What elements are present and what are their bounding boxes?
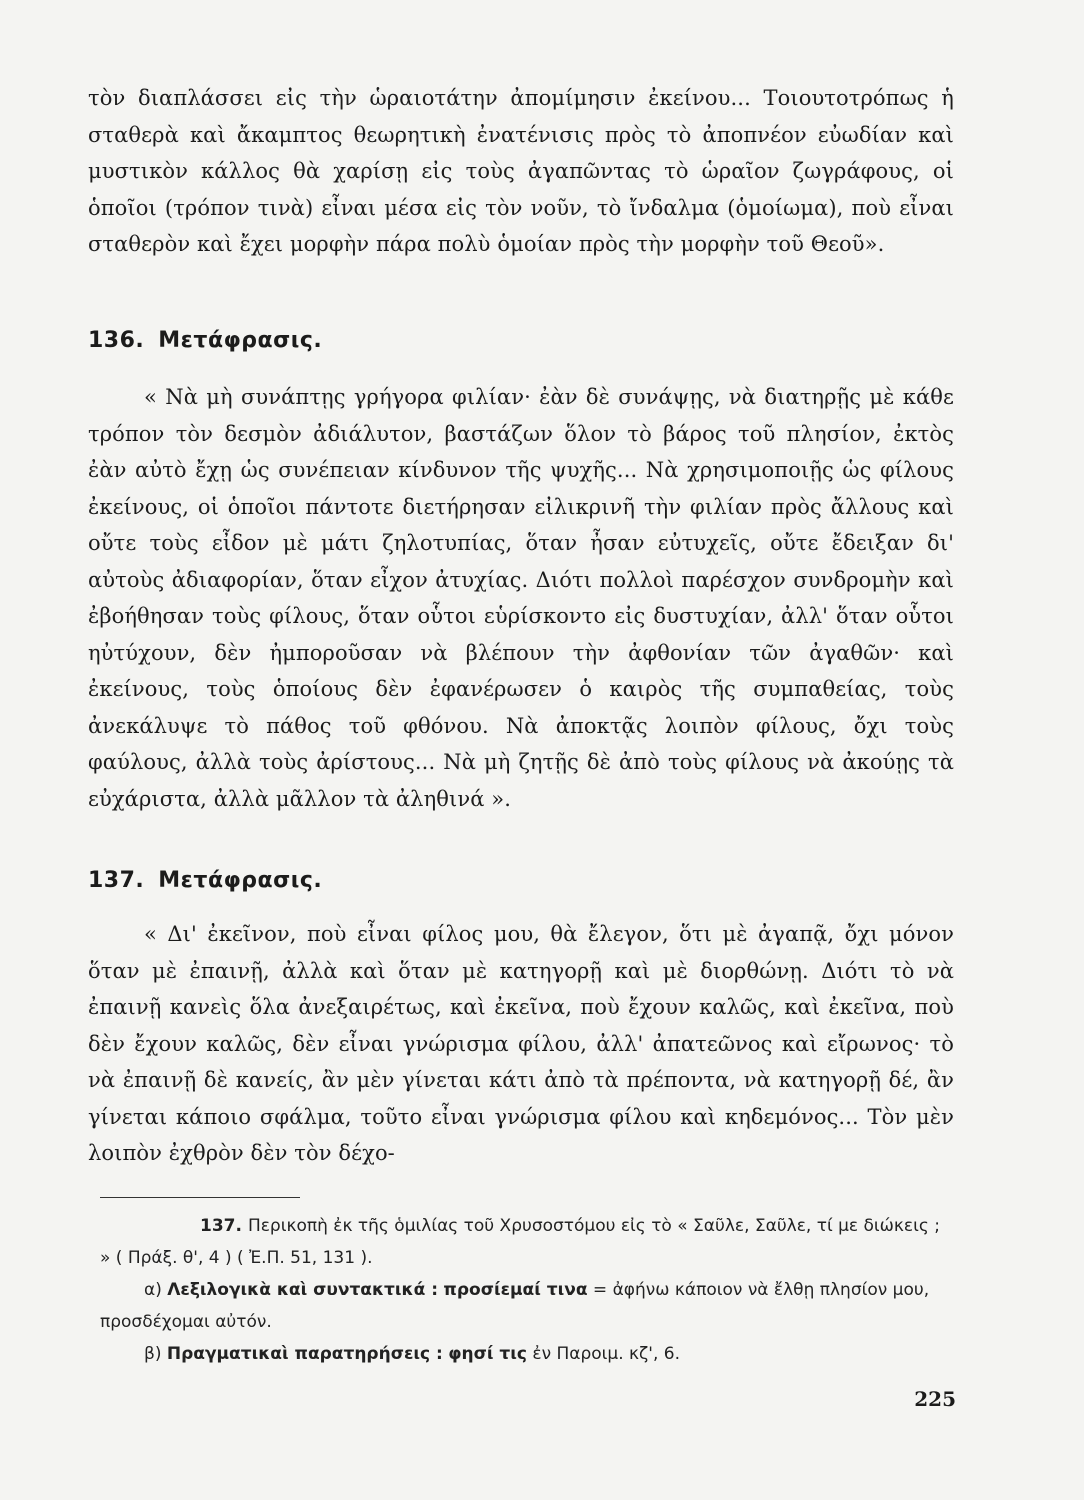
footnote-divider [100,1197,300,1198]
section-137-body [88,916,954,1172]
section-137-heading [88,868,322,893]
footnote-item-b [100,1338,948,1370]
section-137-title: Μετάφρασις. [158,868,323,893]
footnote-number: 137. [200,1216,242,1236]
section-136-title: Μετάφρασις. [158,328,323,353]
footnote-item-a [100,1274,948,1338]
footnote-item-a-rest: = ἀφήνω κάποιον νὰ ἔλθῃ πλησίον μου, προσδέχομαι αὐτόν. [100,1280,930,1332]
footnote-137 [100,1210,948,1274]
footnote-item-a-term: προσίεμαί τινα [443,1280,588,1300]
footnotes [100,1210,948,1370]
section-136-number: 136. [88,328,145,353]
intro-text: τὸν διαπλάσσει εἰς τὴν ὡραιοτάτην ἀπομίμησιν ἐκείνου... Τοιουτοτρόπως ἡ σταθερὰ καὶ ἄκαμπτος θεωρητικὴ ἐνατένισις πρὸς τὸ ἀποπνέον εὐωδίαν καὶ μυστικὸν κάλλος θὰ χαρίσῃ εἰς τοὺς ἀγαπῶντας τὸ ὡραῖον ζωγράφους, οἱ ὁποῖοι (τρόπον τινὰ) εἶναι μέσα εἰς τὸν νοῦν, τὸ ἴνδαλμα (ὁμοίωμα), ποὺ εἶναι σταθερὸν καὶ ἔχει μορφὴν πάρα πολὺ ὁμοίαν πρὸς τὴν μορφὴν τοῦ Θεοῦ». [88,86,954,256]
section-136-text: « Νὰ μὴ συνάπτῃς γρήγορα φιλίαν· ἐὰν δὲ συνάψῃς, νὰ διατηρῇς μὲ κάθε τρόπον τὸν δεσμὸν ἀδιάλυτον, βαστάζων ὅλον τὸ βάρος τοῦ πλησίον, ἐκτὸς ἐὰν αὐτὸ ἔχῃ ὡς συνέπειαν κίνδυνον τῆς ψυχῆς... Νὰ χρησιμοποιῇς ὡς φίλους ἐκείνους, οἱ ὁποῖοι πάντοτε διετήρησαν εἰλικρινῆ τὴν φιλίαν πρὸς ἄλλους καὶ οὔτε τοὺς εἶδον μὲ μάτι ζηλοτυπίας, ὅταν ἦσαν εὐτυχεῖς, οὔτε ἔδειξαν δι' αὐτοὺς ἀδιαφορίαν, ὅταν εἶχον ἀτυχίας. Διότι πολλοὶ παρέσχον συνδρομὴν καὶ ἐβοήθησαν τοὺς φίλους, ὅταν οὗτοι εὑρίσκοντο εἰς δυστυχίαν, ἀλλ' ὅταν οὗτοι ηὐτύχουν, δὲν ἠμποροῦσαν νὰ βλέπουν τὴν ἀφθονίαν τῶν ἀγαθῶν· καὶ ἐκείνους, τοὺς ὁποίους δὲν ἐφανέρωσεν ὁ καιρὸς τῆς συμπαθείας, τοὺς ἀνεκάλυψε τὸ πάθος τοῦ φθόνου. Νὰ ἀποκτᾷς λοιπὸν φίλους, ὄχι τοὺς φαύλους, ἀλλὰ τοὺς ἀρίστους... Νὰ μὴ ζητῇς δὲ ἀπὸ τοὺς φίλους νὰ ἀκούῃς τὰ εὐχάριστα, ἀλλὰ μᾶλλον τὰ ἀληθινά ». [88,385,954,811]
footnote-text: Περικοπὴ ἐκ τῆς ὁμιλίας τοῦ Χρυσοστόμου εἰς τὸ « Σαῦλε, Σαῦλε, τί με διώκεις ; » ( Πράξ. θ', 4 ) ( Ἐ.Π. 51, 131 ). [100,1216,940,1268]
footnote-item-b-term: φησί τις [448,1344,527,1364]
section-136-body [88,379,954,817]
section-137-text: « Δι' ἐκεῖνον, ποὺ εἶναι φίλος μου, θὰ ἔλεγον, ὅτι μὲ ἀγαπᾷ, ὄχι μόνον ὅταν μὲ ἐπαινῇ, ἀλλὰ καὶ ὅταν μὲ κατηγορῇ καὶ μὲ διορθώνῃ. Διότι τὸ νὰ ἐπαινῇ κανεὶς ὅλα ἀνεξαιρέτως, καὶ ἐκεῖνα, ποὺ ἔχουν καλῶς, καὶ ἐκεῖνα, ποὺ δὲν ἔχουν καλῶς, δὲν εἶναι γνώρισμα φίλου, ἀλλ' ἀπατεῶνος καὶ εἴρωνος· τὸ νὰ ἐπαινῇ δὲ κανείς, ἂν μὲν γίνεται κάτι ἀπὸ τὰ πρέποντα, νὰ κατηγορῇ δέ, ἂν γίνεται κάποιο σφάλμα, τοῦτο εἶναι γνώρισμα φίλου καὶ κηδεμόνος... Τὸν μὲν λοιπὸν ἐχθρὸν δὲν τὸν δέχο- [88,922,954,1165]
footnote-item-a-label: α) [144,1280,162,1300]
footnote-item-b-label: β) [144,1344,162,1364]
footnote-item-b-heading: Πραγματικαὶ παρατηρήσεις : [166,1344,443,1364]
footnote-item-b-rest: ἐν Παροιμ. κζ', 6. [532,1344,680,1364]
page-number: 225 [914,1387,956,1411]
intro-paragraph [88,80,954,263]
footnote-item-a-heading: Λεξιλογικὰ καὶ συντακτικά : [167,1280,439,1300]
section-137-number: 137. [88,868,145,893]
section-136-heading [88,328,322,353]
